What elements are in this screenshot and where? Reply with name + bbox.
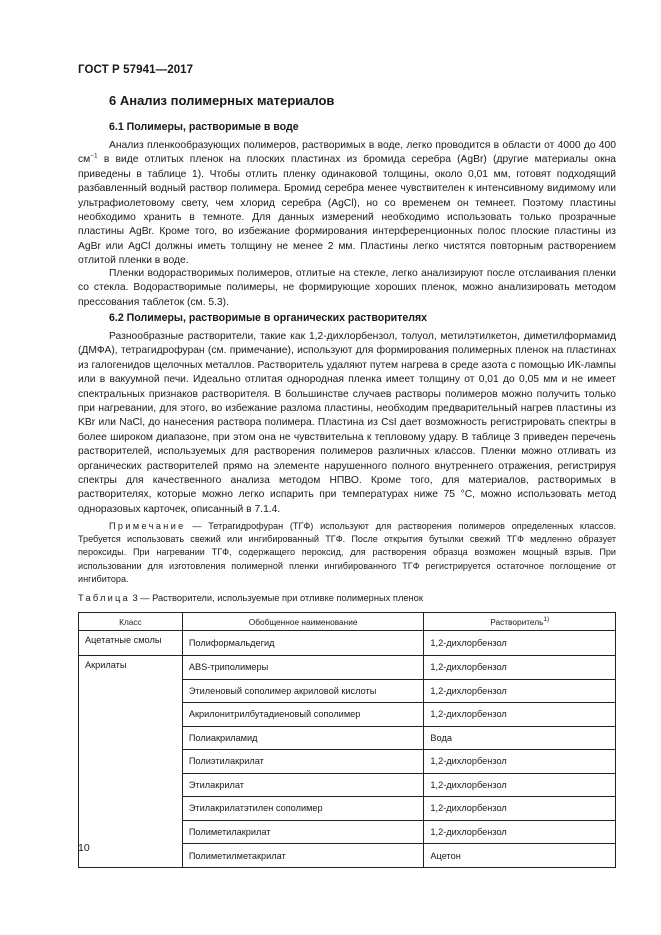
table-row <box>79 703 616 727</box>
cell-class <box>79 797 183 821</box>
header-solvent: Растворитель$^{1)}$ <box>424 613 616 631</box>
cell-generic-name: Этилакрилатэтилен сополимер <box>182 797 424 821</box>
document-header: ГОСТ Р 57941—2017 <box>78 64 194 76</box>
header-generic-name: Обобщенное наименование <box>182 613 424 631</box>
cell-solvent: Вода <box>424 726 616 750</box>
subsection-title-6-1: 6.1 Полимеры, растворимые в воде <box>109 121 299 133</box>
table-row <box>79 797 616 821</box>
table-row <box>79 631 616 656</box>
paragraph-6-2: Разнообразные растворители, такие как 1,2-дихлорбензол, толуол, метилэтилкетон, диметилформамид (ДМФА), тетрагидрофуран (см. примечание), используют для формирования полимерных пленок на пластинах из галогенидов щелочных металлов. Растворитель удаляют путем нагрева в среде азота с помощью ИК-лампы или в вакуумной печи. Идеально отлитая однородная пленка имеет толщину от 0,01 до 0,05 мм и не имеет спектральных признаков растворителя. В большинстве случаев растворы полимеров можно получить только при нагревании, для этого, во избежание разлома пластины, необходим предварительный нагрев пластины из KBr или NaCl, до нанесения раствора полимера. Пластина из CsI дает возможность регистрировать спектры в более широком диапазоне, при этом она не чувствительна к тепловому удару. В таблице 3 приведен перечень растворителей, используемых для растворения полимеров различных классов. Пленки можно отливать из органических растворителей прямо на элементе нарушенного полного внутреннего отражения, регистрируя спектры для качественного анализа методом НПВО. Кроме того, для материалов, растворимых в растворителях, которые можно легко испарить при температурах ниже 75 °С, можно использовать метод одноразовых карточек, описанный в 7.1.4. <box>78 331 616 515</box>
subsection-title-6-2: 6.2 Полимеры, растворимые в органических растворителях <box>109 312 428 324</box>
cell-solvent: 1,2-дихлорбензол <box>424 703 616 727</box>
section-title: 6 Анализ полимерных материалов <box>109 93 335 108</box>
table-caption <box>78 593 423 603</box>
cell-generic-name: Полиформальдегид <box>182 631 424 656</box>
cell-class <box>79 750 183 774</box>
cell-solvent: 1,2-дихлорбензол <box>424 773 616 797</box>
cell-solvent: 1,2-дихлорбензол <box>424 820 616 844</box>
table-row <box>79 655 616 679</box>
cell-class <box>79 844 183 868</box>
cell-solvent: 1,2-дихлорбензол <box>424 655 616 679</box>
cell-class: Ацетатные смолы <box>79 631 183 656</box>
cell-class <box>79 703 183 727</box>
cell-generic-name: Полиметилметакрилат <box>182 844 424 868</box>
note-label: Примечание <box>109 521 186 531</box>
table-caption-text: 3 — Растворители, используемые при отливке полимерных пленок <box>129 593 423 603</box>
table-caption-label: Таблица <box>78 593 130 603</box>
cell-class <box>79 773 183 797</box>
cell-solvent: 1,2-дихлорбензол <box>424 797 616 821</box>
superscript: −1 <box>90 152 98 160</box>
header-class: Класс <box>79 613 183 631</box>
cell-generic-name: Полиакриламид <box>182 726 424 750</box>
cell-class <box>79 820 183 844</box>
table-header-row <box>79 613 616 631</box>
note-text: — Тетрагидрофуран (ТГФ) используют для растворения полимеров определенных классов. Требуется использовать свежий или ингибированный ТГФ. После открытия бутылки свежий ТГФ медленно образует пероксиды. При нагревании ТГФ, содержащего пероксид, для растворения образца возможен мощный взрыв. При использовании для изготовления полимерной пленки ингибированного ТГФ регистрируется остаточное поглощение от ингибитора. <box>78 521 616 584</box>
cell-generic-name: Этилакрилат <box>182 773 424 797</box>
table-row <box>79 750 616 774</box>
cell-solvent: 1,2-дихлорбензол <box>424 631 616 656</box>
solvents-table <box>78 612 616 868</box>
paragraph-6-1-b: Пленки водорастворимых полимеров, отлитые на стекле, легко анализируют после отслаивания пленки со стекла. Водорастворимые полимеры, не формирующие хороших пленок, можно анализировать методом прессования таблеток (см. 5.3). <box>78 268 616 308</box>
cell-generic-name: ABS-триполимеры <box>182 655 424 679</box>
paragraph-6-1-a: Анализ пленкообразующих полимеров, растворимых в воде, легко проводится в области от 4000 до 400 $см^{-1}$ в виде отлитых пленок на плоских пластинах из бромида серебра (AgBr) (другие материалы окна приведены в таблице 1). Чтобы отлить пленку одинаковой толщины, около 0,01 мм, готовят подходящий разбавленный водный раствор полимера. Бромид серебра менее чувствителен к интенсивному видимому или ультрафиолетовому свету, чем хлорид серебра (AgCl), но со временем он темнеет. Поэтому пластины необходимо хранить в темноте. Для данных измерений необходимо использовать только прозрачные пластины AgBr. Кроме того, во избежание формирования интерференционных полос плоские пластины из AgBr или AgCl должны иметь толщину не менее 2 мм. Пластины легко чистятся повторным растворением отлитой пленки в воде. <box>78 140 616 267</box>
table-row <box>79 726 616 750</box>
cell-class <box>79 726 183 750</box>
cell-generic-name: Этиленовый сополимер акриловой кислоты <box>182 679 424 703</box>
cell-generic-name: Полиэтилакрилат <box>182 750 424 774</box>
footnote-marker: 1) <box>543 615 550 623</box>
table-row <box>79 844 616 868</box>
page-number: 10 <box>78 842 90 854</box>
cell-solvent: 1,2-дихлорбензол <box>424 679 616 703</box>
cell-class <box>79 679 183 703</box>
table-row <box>79 679 616 703</box>
cell-generic-name: Акрилонитрилбутадиеновый сополимер <box>182 703 424 727</box>
cell-class: Акрилаты <box>79 655 183 679</box>
cell-solvent: Ацетон <box>424 844 616 868</box>
table-row <box>79 820 616 844</box>
note <box>78 520 616 586</box>
cell-generic-name: Полиметилакрилат <box>182 820 424 844</box>
table-row <box>79 773 616 797</box>
cell-solvent: 1,2-дихлорбензол <box>424 750 616 774</box>
